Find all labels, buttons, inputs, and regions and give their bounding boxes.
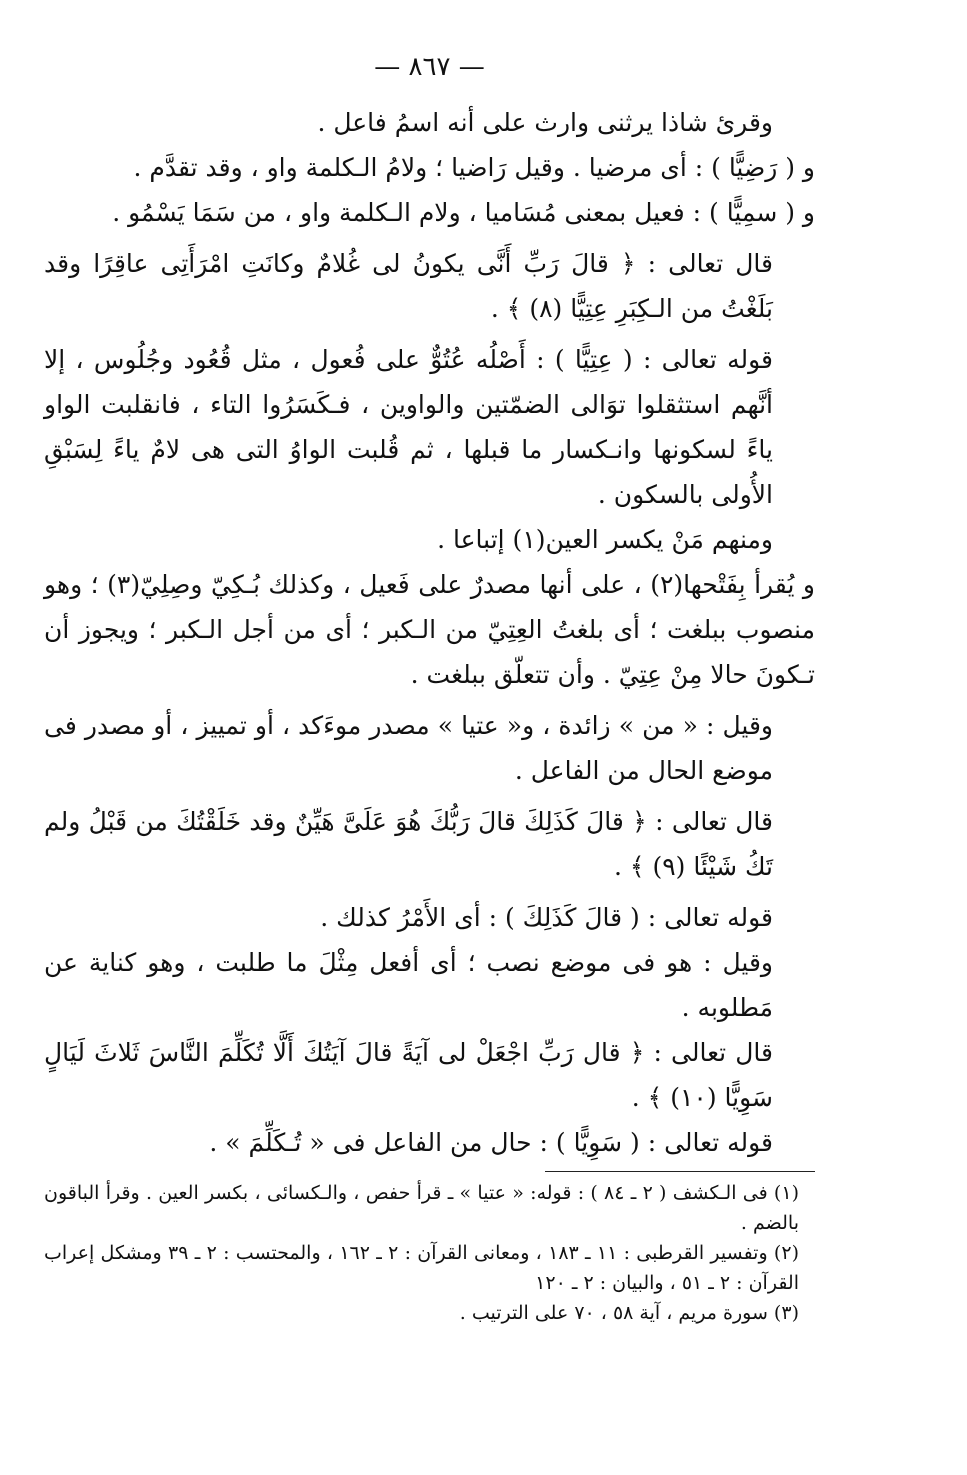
paragraph-itiyya: قوله تعالى : ( عِتِيًّا ) : أَصْلُه عُتُوٌّ على فُعول ، مثل قُعُود وجُلُوس ، إلا أنَّهم استثقلوا توَالى الضمّتين والواوين ، فـكَسَرُوا التاء ، فانقلبت الواو ياءً لسكونها وانـكسار ما قبلها ، ثم قُلبت الواوُ التى هى لامٌ ياءً لِسَبْقِ الأُولى بالسكون . — [44, 345, 773, 509]
verse-9: قال تعالى : ﴿ قالَ كَذَلِكَ قالَ رَبُّكَ هُوَ عَلَىَّ هَيِّنٌ وقد خَلَقْتُكَ من قَبْلُ ولم تَكُ شَيْئًا (٩) ﴾ . — [44, 807, 773, 881]
paragraph-fath: و يُقرأ بِفَتْحها(٢) ، على أنها مصدرٌ على فَعيل ، وكذلك بُـكِيّ وصِلِيّ(٣) ؛ وهو منصوب ببلغت ؛ أى بلغتُ العِتِيّ من الـكبر ؛ أى من أجل الـكبر ؛ ويجوز أن تـكونَ حالا مِنْ عِتِيّ . وأن تتعلّق ببلغت . — [44, 570, 815, 689]
paragraph-kasr-al-ayn: ومنهم مَنْ يكسر العين(١) إتباعا . — [437, 525, 773, 554]
body-text — [44, 100, 815, 1165]
paragraph-min-zaida: وقيل : « من » زائدة ، و« عتيا » مصدر موءَكد ، أو تمييز ، أو مصدر فى موضع الحال من الفاعل . — [44, 711, 773, 785]
verse-10: قال تعالى : ﴿ قال رَبِّ اجْعَلْ لى آيَةً قالَ آيَتُكَ أَلَّا تُكَلِّمَ النَّاسَ ثَلاثَ لَيَالٍ سَوِيًّا (١٠) ﴾ . — [44, 1038, 773, 1112]
footnote-2: (٢) وتفسير القرطبى : ١١ ـ ١٨٣ ، ومعانى القرآن : ٢ ـ ١٦٢ ، والمحتسب : ٢ ـ ٣٩ ومشكل إعراب القرآن : ٢ ـ ٥١ ، والبيان : ٢ ـ ١٢٠ — [44, 1242, 799, 1294]
verse-8: قال تعالى : ﴿ قالَ رَبِّ أَنَّى يكونُ لى غُلامٌ وكانَتِ امْرَأَتِى عاقِرًا وقد بَلَغْتُ من الـكِبَرِ عِتِيًّا (٨) ﴾ . — [44, 249, 773, 323]
paragraph-reading-variant: وقرئ شاذا يرثنى وارث على أنه اسمُ فاعل . — [317, 108, 773, 137]
footnote-divider — [545, 1171, 815, 1172]
paragraph-radiyya: و ( رَضِيًّا ) : أى مرضيا . وقيل رَاضيا ؛ ولامُ الـكلمة واو ، وقد تقدَّم . — [133, 153, 815, 182]
footnote-1: (١) فى الـكشف ( ٢ ـ ٨٤ ) : قوله: « عتيا » ـ قرأ حفص ، والـكسائى ، بكسر العين . وقرأ الباقون بالضم . — [44, 1182, 799, 1234]
paragraph-samiyya: و ( سمِيًّا ) : فعيل بمعنى مُسَاميا ، ولام الـكلمة واو ، من سَمَا يَسْمُو . — [112, 198, 815, 227]
paragraph-kadhalika: قوله تعالى : ( قالَ كَذَلِكَ ) : أى الأَمْرُ كذلك . — [320, 903, 773, 932]
page-number: — ٨٦٧ — — [374, 52, 485, 82]
paragraph-sawiyya: قوله تعالى : ( سَوِيًّا ) : حال من الفاعل فى « تُـكَلِّمَ » . — [209, 1128, 773, 1157]
footnote-3: (٣) سورة مريم ، آية ٥٨ ، ٧٠ على الترتيب . — [459, 1302, 799, 1324]
paragraph-nasb: وقيل : هو فى موضع نصب ؛ أى أفعل مِثْلَ ما طلبت ، وهو كناية عن مَطلوبه . — [44, 948, 773, 1022]
footnotes — [44, 1178, 815, 1328]
